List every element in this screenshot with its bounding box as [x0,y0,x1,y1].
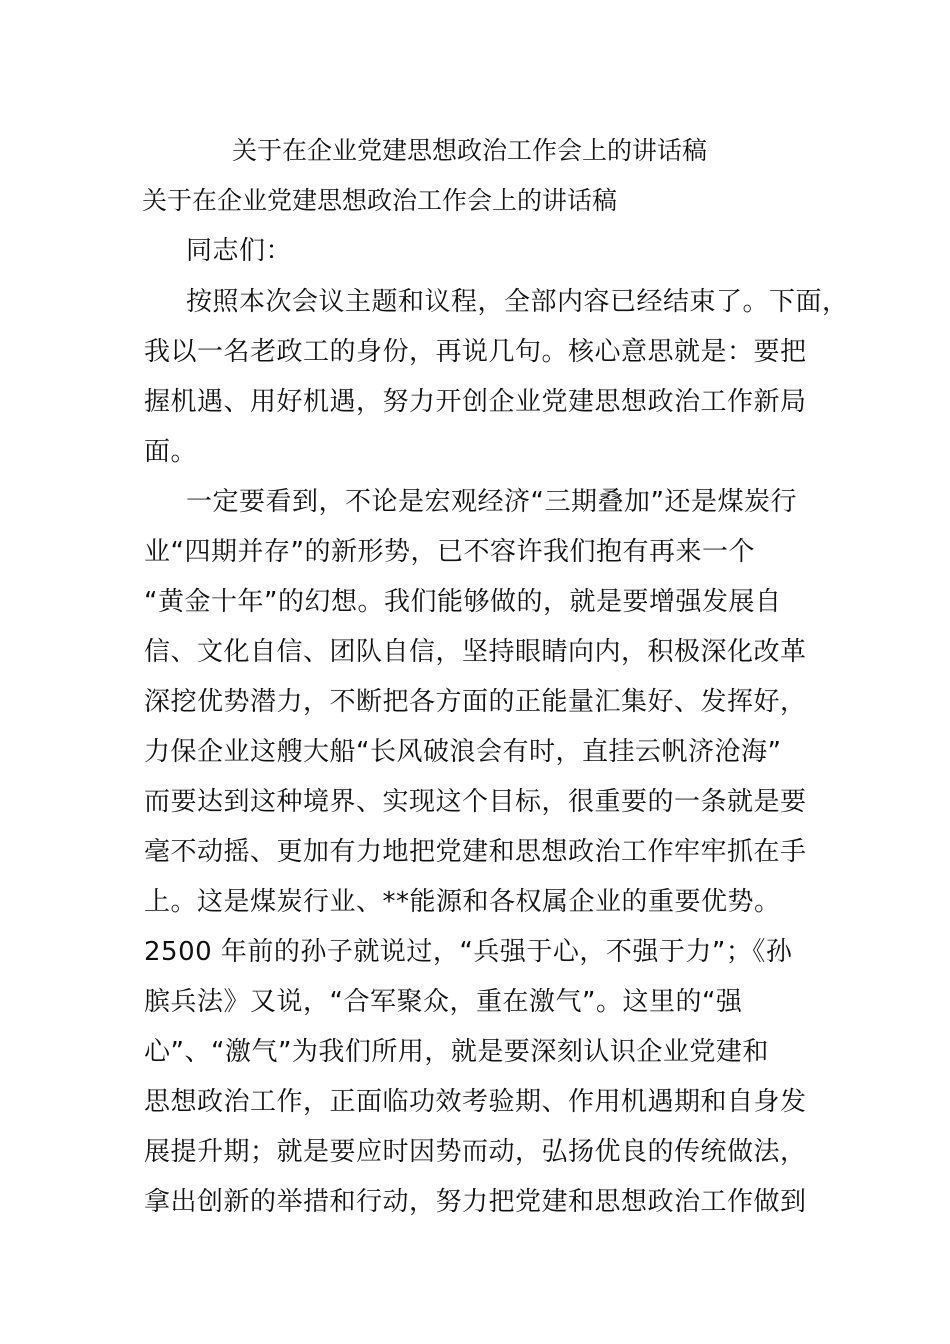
paragraph-line: 业“四期并存”的新形势，已不容许我们抱有再来一个 [144,537,755,567]
paragraph-line: 力保企业这艘大船“长风破浪会有时，直挂云帆济沧海” [144,737,782,767]
document-title: 关于在企业党建思想政治工作会上的讲话稿 [232,136,708,165]
paragraph-line: 上。这是煤炭行业、**能源和各权属企业的重要优势。 [144,887,781,917]
paragraph-line: 信、文化自信、团队自信，坚持眼睛向内，积极深化改革 [144,637,807,667]
paragraph-line: 我以一名老政工的身份，再说几句。核心意思就是：要把 [144,337,807,367]
paragraph-line: 2500 年前的孙子就说过，“兵强于心，不强于力”；《孙 [144,937,793,967]
document-subtitle: 关于在企业党建思想政治工作会上的讲话稿 [142,186,618,215]
paragraph-line: 握机遇、用好机遇，努力开创企业党建思想政治工作新局 [144,387,807,417]
paragraph-line: 深挖优势潜力，不断把各方面的正能量汇集好、发挥好， [144,687,807,717]
paragraph-line: 膑兵法》又说，“合军聚众，重在激气”。这里的“强 [144,987,743,1017]
paragraph-line: “黄金十年”的幻想。我们能够做的，就是要增强发展自 [144,587,782,617]
paragraph-line: 而要达到这种境界、实现这个目标，很重要的一条就是要 [144,787,807,817]
paragraph-line: 拿出创新的举措和行动，努力把党建和思想政治工作做到 [144,1187,807,1217]
paragraph-line: 面。 [144,437,198,467]
paragraph-line: 毫不动摇、更加有力地把党建和思想政治工作牢牢抓在手 [144,837,807,867]
greeting: 同志们： [186,236,293,266]
paragraph-line: 按照本次会议主题和议程，全部内容已经结束了。下面， [186,287,849,317]
paragraph-line: 心”、“激气”为我们所用，就是要深刻认识企业党建和 [144,1037,769,1067]
paragraph-line: 一定要看到，不论是宏观经济“三期叠加”还是煤炭行 [186,487,797,517]
paragraph-line: 思想政治工作，正面临功效考验期、作用机遇期和自身发 [144,1087,807,1117]
paragraph-line: 展提升期；就是要应时因势而动，弘扬优良的传统做法， [144,1137,807,1167]
